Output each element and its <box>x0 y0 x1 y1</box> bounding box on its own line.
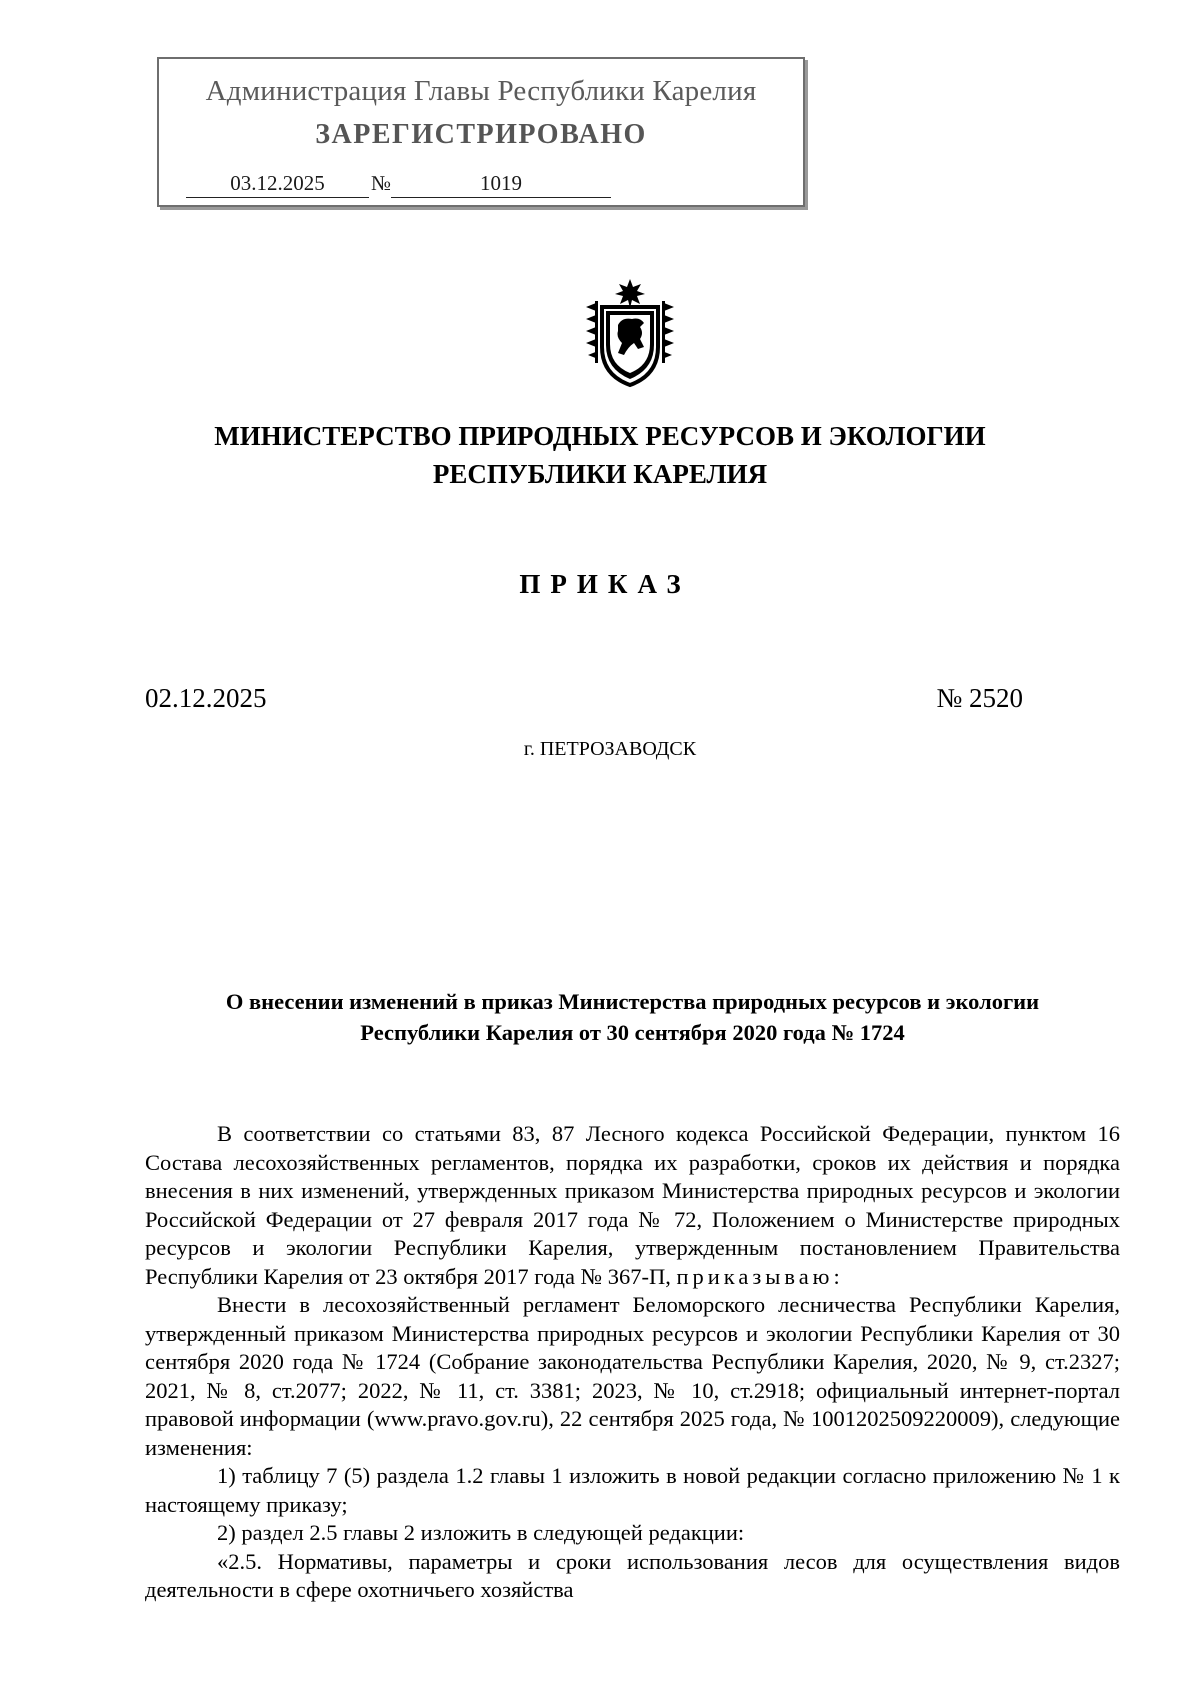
registration-stamp <box>157 57 805 207</box>
stamp-status: ЗАРЕГИСТРИРОВАНО <box>315 119 647 150</box>
karelia-coat-of-arms-icon <box>582 277 678 389</box>
ministry-line-2: РЕСПУБЛИКИ КАРЕЛИЯ <box>432 459 768 489</box>
stamp-number: 1019 <box>391 169 611 198</box>
title-line-1: О внесении изменений в приказ Министерства природных ресурсов и экологии <box>225 989 1040 1014</box>
body-paragraph-2: Внести в лесохозяйственный регламент Беломорского лесничества Республики Карелия, утвержденный приказом Министерства природных ресурсов и экологии Республики Карелия от 30 сентября 2020 года № 1724 (Собрание законодательства Республики Карелия, 2020, № 9, ст.2327; 2021, № 8, ст.2077; 2022, № 11, ст. 3381; 2023, № 10, ст.2918; официальный интернет-портал правовой информации (www.pravo.gov.ru), 22 сентября 2025 года, № 1001202509220009), следующие изменения: <box>145 1292 1120 1460</box>
document-number: № 2520 <box>936 683 1023 713</box>
document-body <box>145 1120 1120 1605</box>
body-paragraph-5: «2.5. Нормативы, параметры и сроки использования лесов для осуществления видов деятельности в сфере охотничьего хозяйства <box>145 1548 1120 1602</box>
stamp-date: 03.12.2025 <box>186 169 369 198</box>
document-date: 02.12.2025 <box>145 683 267 713</box>
document-city: г. ПЕТРОЗАВОДСК <box>523 738 697 760</box>
body-paragraph-4: 2) раздел 2.5 главы 2 изложить в следующей редакции: <box>217 1520 745 1545</box>
stamp-number-label: № <box>371 171 392 195</box>
stamp-organization: Администрация Главы Республики Карелия <box>205 75 757 107</box>
ministry-line-1: МИНИСТЕРСТВО ПРИРОДНЫХ РЕСУРСОВ И ЭКОЛОГИИ <box>214 421 986 451</box>
body-paragraph-1 <box>145 1120 1120 1291</box>
document-title <box>145 986 1120 1048</box>
order-word: приказываю: <box>676 1263 844 1289</box>
title-line-2: Республики Карелия от 30 сентября 2020 года № 1724 <box>360 1020 905 1045</box>
body-paragraph-3: 1) таблицу 7 (5) раздела 1.2 главы 1 изложить в новой редакции согласно приложению № 1 к настоящему приказу; <box>145 1463 1120 1517</box>
document-type: ПРИКАЗ <box>519 569 691 599</box>
ministry-name <box>0 417 1200 493</box>
body-paragraph-1-text: В соответствии со статьями 83, 87 Лесного кодекса Российской Федерации, пунктом 16 Состава лесохозяйственных регламентов, порядка их разработки, сроков их действия и порядка внесения в них изменений, утвержденных приказом Министерства природных ресурсов и экологии Российской Федерации от 27 февраля 2017 года № 72, Положением о Министерстве природных ресурсов и экологии Республики Карелия, утвержденным постановлением Правительства Республики Карелия от 23 октября 2017 года № 367-П, <box>145 1121 1120 1289</box>
